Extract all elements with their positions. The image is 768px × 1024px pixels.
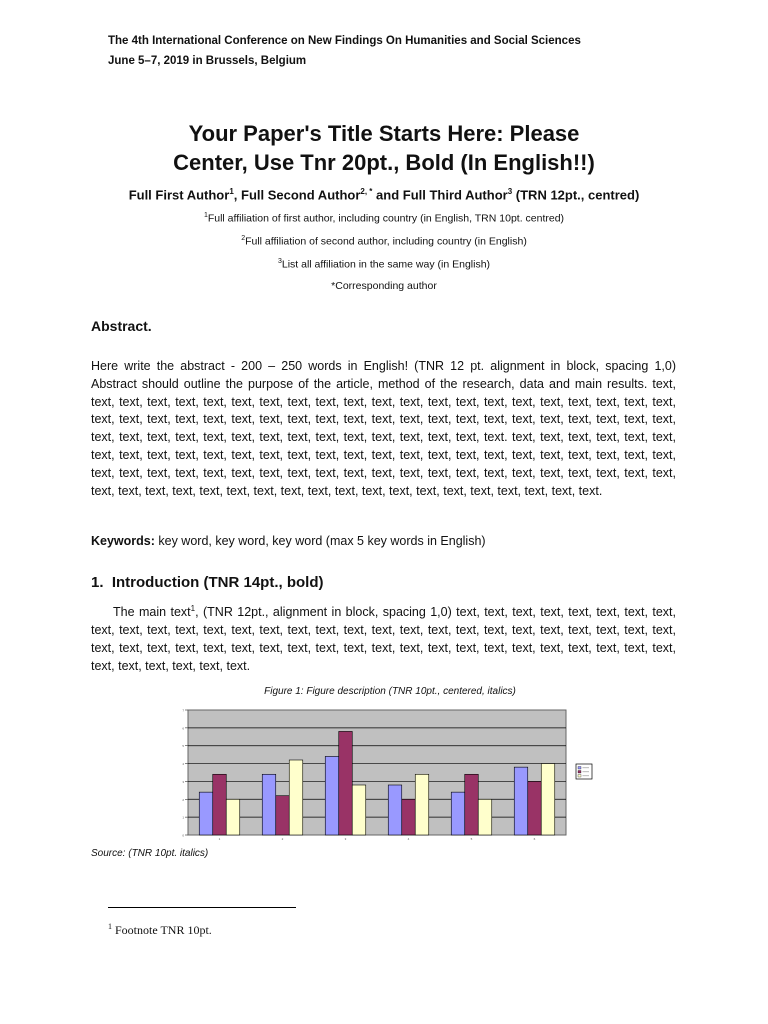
bar [339, 731, 353, 835]
y-tick-label: 1 [182, 815, 184, 820]
affiliation-text: Full affiliation of first author, including country (in English, TRN 10pt. centred) [207, 212, 565, 225]
bar [226, 799, 240, 835]
y-tick-label: 7 [182, 708, 184, 713]
abstract-heading: Abstract. [91, 318, 152, 334]
footnote [108, 922, 212, 938]
footnote-mark: 1 [190, 604, 196, 613]
introduction-body [91, 600, 676, 675]
affiliation [0, 258, 768, 271]
figure-source: Source: (TNR 10pt. italics) [91, 848, 209, 859]
paper-title-line-1: Your Paper's Title Starts Here: Please [188, 121, 580, 146]
footnote-text: Footnote TNR 10pt. [112, 923, 212, 937]
keywords-text: key word, key word, key word (max 5 key words in English) [154, 534, 486, 548]
y-tick-label: 3 [182, 779, 184, 784]
abstract-body: Here write the abstract - 200 – 250 words in English! (TNR 12 pt. alignment in block, spacing 1,0) Abstract should outline the purpose of the article, method of the research, data and main results. text, text, text, text, text, text, text, text, text, text, text, text, text, text, text, text, text, text, text, text, text, text, text, text, text, text, text, text, text, text, text, text, text, text, text, text, text, text, text, text, text, text, text, text, text, text, text, text, text, text, text, text, text, text, text, text, text, text. text, text, text, text, text, text, text, text, text, text, text, text, text, text, text, text, text, text, text, text, text, text, text, text, text, text, text, text, text, text, text, text, text, text, text, text, text, text, text, text, text, text, text, text, text, text, text, text, text, text, text, text, text, text, text, text, text, text, text, text, text, text, text, text, text, text, text. [91, 359, 676, 498]
bar [402, 799, 416, 835]
author-name: Full Third Author [402, 187, 508, 203]
author-name: Full Second Author [241, 187, 361, 203]
bar [415, 774, 429, 835]
paper-title-line-2: Center, Use Tnr 20pt., Bold (In English!!) [173, 150, 595, 175]
author-affiliation-mark: 1 [229, 187, 234, 196]
figure-caption: Figure 1: Figure description (TNR 10pt., centered, italics) [264, 686, 516, 697]
bar [352, 785, 366, 835]
author-separator: , [233, 187, 241, 203]
bar [478, 799, 492, 835]
corresponding-author-note [0, 280, 768, 292]
affiliation [0, 212, 768, 225]
section-heading-introduction: 1. Introduction (TNR 14pt., bold) [91, 574, 324, 591]
affiliation-text: *Corresponding author [331, 280, 437, 292]
affiliation-mark: 2 [241, 235, 246, 242]
x-tick-label: 5 [470, 837, 473, 841]
x-tick-label: 3 [344, 837, 347, 841]
bar [514, 767, 528, 835]
author-name: Full First Author [128, 187, 230, 203]
bar [465, 774, 479, 835]
affiliation-mark: 1 [203, 212, 208, 219]
author-separator: and [372, 187, 403, 203]
keywords-label: Keywords: [91, 534, 155, 548]
bar [289, 760, 303, 835]
y-tick-label: 0 [182, 833, 184, 838]
y-tick-label: 4 [182, 762, 184, 767]
y-tick-label: 2 [182, 797, 184, 802]
author-affiliation-mark: 2, * [360, 187, 373, 196]
footnote-mark: 1 [108, 922, 112, 931]
legend-swatch [578, 771, 581, 774]
bar [276, 796, 290, 835]
bar [541, 764, 555, 835]
bar [213, 774, 227, 835]
conference-date-place: June 5–7, 2019 in Brussels, Belgium [108, 55, 307, 67]
plot-area [188, 710, 566, 835]
y-tick-label: 5 [182, 744, 184, 749]
intro-text: , (TNR 12pt., alignment in block, spacing 1,0) text, text, text, text, text, text, text, text, text, text, text, text, text, text, text, text, text, text, text, text, text, text, text, text, text, text, text, text, text, text, text, text, text, text, text, text, text, text, text, text, text, text, text, text, text, text, text, text, text, text, text, text, text, text, text, text. [91, 605, 676, 673]
bar [325, 756, 339, 835]
affiliation-text: List all affiliation in the same way (in English) [281, 258, 491, 271]
affiliation-mark: 3 [277, 258, 282, 265]
bar [451, 792, 465, 835]
y-tick-label: 6 [182, 726, 184, 731]
x-tick-label: 1 [218, 837, 221, 841]
author-affiliation-mark: 3 [507, 187, 513, 196]
x-tick-label: 2 [281, 837, 284, 841]
bar-chart [170, 702, 600, 842]
author-format-note: (TRN 12pt., centred) [512, 187, 640, 203]
x-tick-label: 4 [407, 837, 410, 841]
bar [199, 792, 213, 835]
author-list [0, 187, 768, 202]
footnote-rule [108, 907, 296, 908]
legend-swatch [578, 767, 581, 770]
x-tick-label: 6 [533, 837, 536, 841]
affiliation-text: Full affiliation of second author, including country (in English) [245, 235, 527, 248]
intro-lead: The main text [113, 605, 191, 620]
conference-name: The 4th International Conference on New Findings On Humanities and Social Sciences [108, 35, 581, 47]
keywords-line [91, 533, 676, 551]
legend-swatch [578, 775, 581, 778]
bar [528, 781, 542, 835]
bar [388, 785, 402, 835]
bar [262, 774, 276, 835]
affiliation [0, 235, 768, 248]
